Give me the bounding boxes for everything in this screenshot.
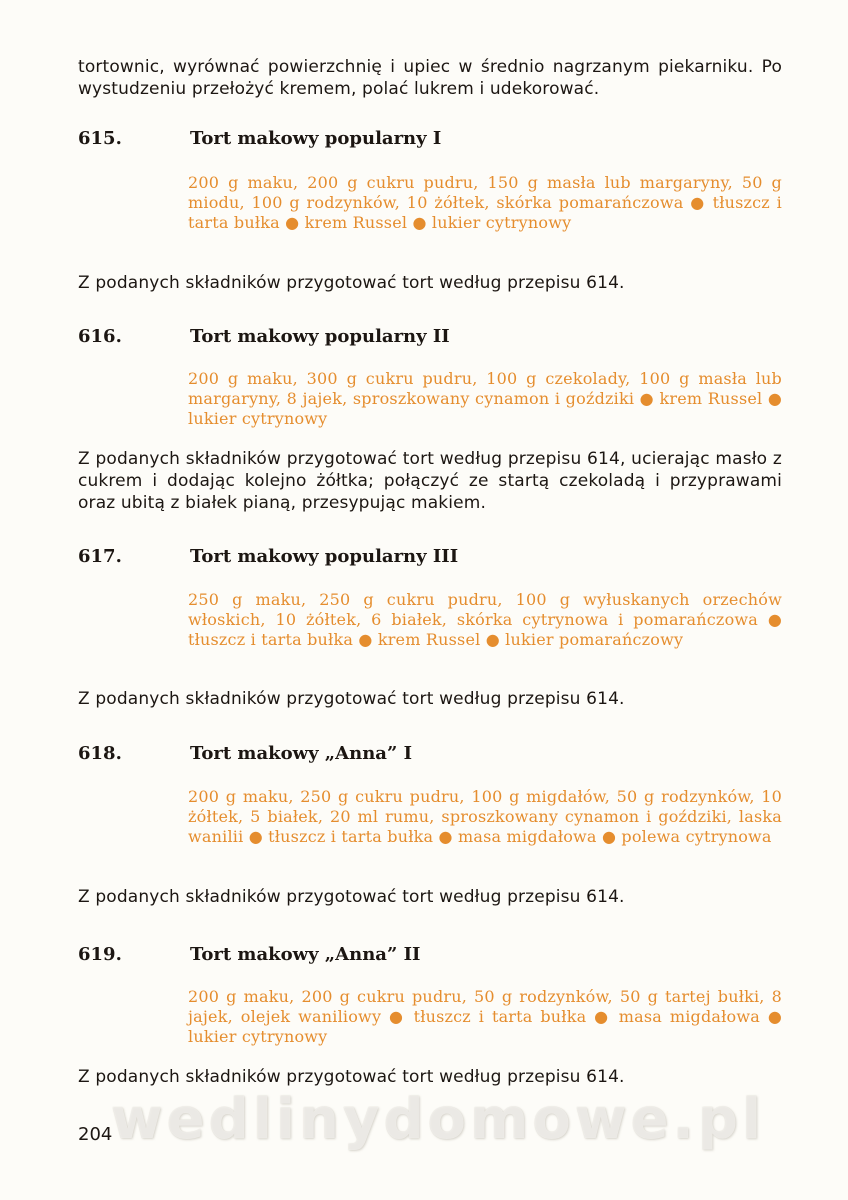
recipe-number: 619. xyxy=(78,944,122,965)
recipe-title: Tort makowy popularny II xyxy=(190,326,450,347)
recipe-number: 618. xyxy=(78,743,122,764)
method-text: Z podanych składników przygotować tort według przepisu 614. xyxy=(78,887,625,907)
recipe-title: Tort makowy popularny I xyxy=(190,128,442,149)
recipe-title: Tort makowy „Anna” I xyxy=(190,743,413,764)
method-text: Z podanych składników przygotować tort według przepisu 614, ucierając masło z cukrem i dodając kolejno żółtka; połączyć ze startą czekoladą i przyprawami oraz ubitą z białek pianą, przesypując makiem. xyxy=(78,449,782,513)
ingredients-list: 250 g maku, 250 g cukru pudru, 100 g wyłuskanych orzechów włoskich, 10 żółtek, 6 białek, skórka cytrynowa i pomarańczowa ● tłuszcz i tarta bułka ● krem Russel ● lukier pomarańczowy xyxy=(188,590,782,649)
method-text: Z podanych składników przygotować tort według przepisu 614. xyxy=(78,689,625,709)
page-number: 204 xyxy=(78,1124,113,1145)
recipe-title: Tort makowy „Anna” II xyxy=(190,944,421,965)
recipe-number: 616. xyxy=(78,326,122,347)
recipe-number: 617. xyxy=(78,546,122,567)
method-text: Z podanych składników przygotować tort według przepisu 614. xyxy=(78,273,625,293)
ingredients-list: 200 g maku, 300 g cukru pudru, 100 g czekolady, 100 g masła lub margaryny, 8 jajek, sproszkowany cynamon i goździki ● krem Russel ● lukier cytrynowy xyxy=(188,369,782,428)
ingredients-list: 200 g maku, 200 g cukru pudru, 150 g masła lub margaryny, 50 g miodu, 100 g rodzynków, 10 żółtek, skórka pomarańczowa ● tłuszcz i tarta bułka ● krem Russel ● lukier cytrynowy xyxy=(188,173,782,232)
method-text: Z podanych składników przygotować tort według przepisu 614. xyxy=(78,1067,625,1087)
ingredients-list: 200 g maku, 250 g cukru pudru, 100 g migdałów, 50 g rodzynków, 10 żółtek, 5 białek, 20 ml rumu, sproszkowany cynamon i goździki, laska wanilii ● tłuszcz i tarta bułka ● masa migdałowa ● polewa cytrynowa xyxy=(188,787,782,846)
recipe-number: 615. xyxy=(78,128,122,149)
watermark: wedlinydomowe.pl xyxy=(110,1087,766,1152)
ingredients-list: 200 g maku, 200 g cukru pudru, 50 g rodzynków, 50 g tartej bułki, 8 jajek, olejek waniliowy ● tłuszcz i tarta bułka ● masa migdałowa ● lukier cytrynowy xyxy=(188,987,782,1046)
intro-paragraph: tortownic, wyrównać powierzchnię i upiec w średnio nagrzanym piekarniku. Po wystudzeniu przełożyć kremem, polać lukrem i udekorować. xyxy=(78,57,782,99)
recipe-title: Tort makowy popularny III xyxy=(190,546,459,567)
